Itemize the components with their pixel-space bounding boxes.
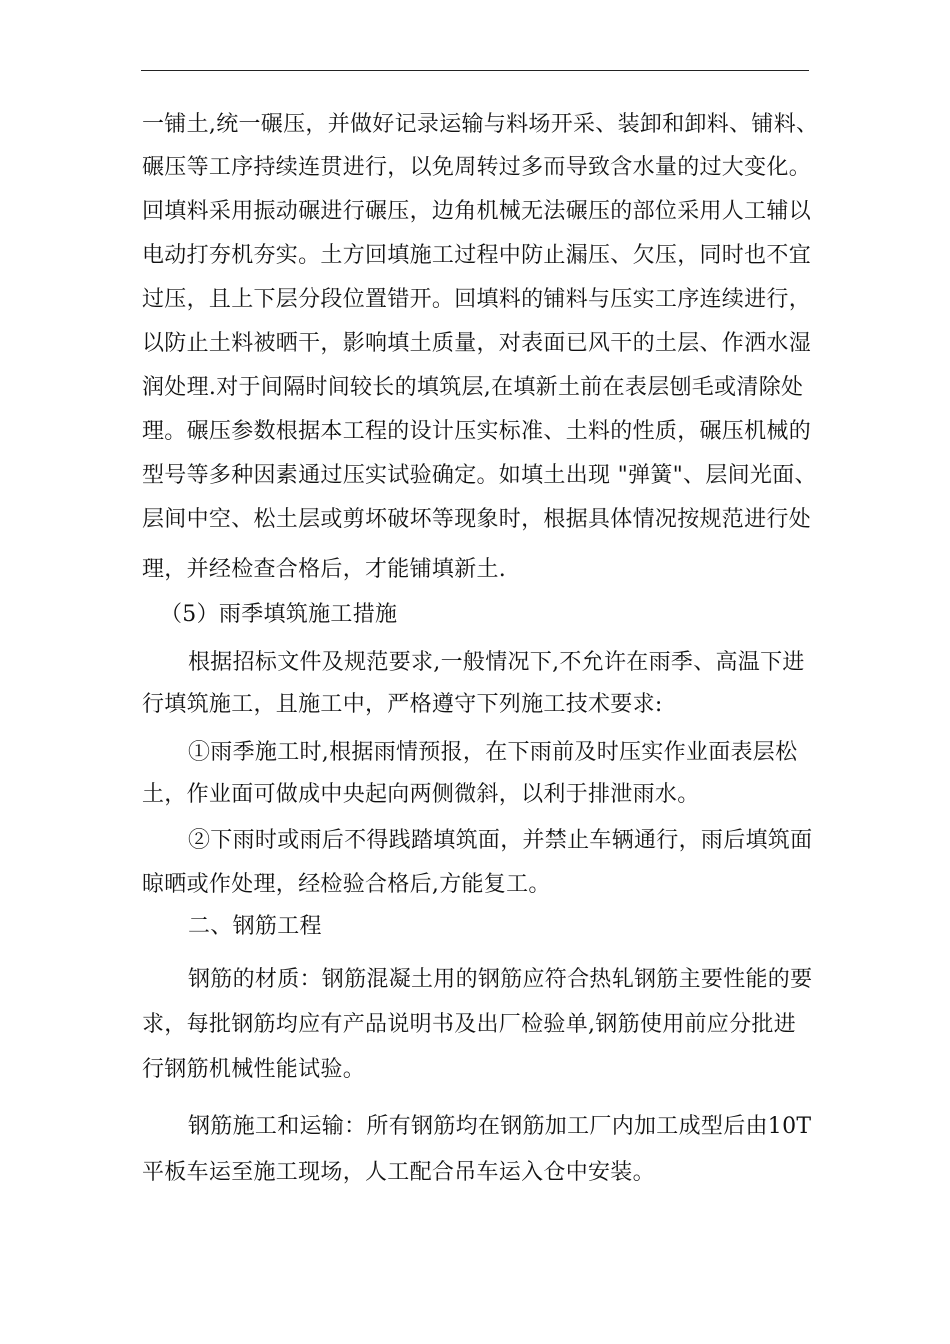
- text-line: 平板车运至施工现场，人工配合吊车运入仓中安装。: [142, 1160, 655, 1185]
- text-line: 以防止土料被晒干，影响填土质量，对表面已风干的土层、作洒水湿: [142, 331, 812, 356]
- text-line: 润处理.对于间隔时间较长的填筑层,在填新土前在表层刨毛或清除处: [142, 375, 804, 400]
- text-line: 理，并经检查合格后，才能铺填新土.: [142, 557, 507, 582]
- text-line: 行填筑施工，且施工中，严格遵守下列施工技术要求:: [142, 692, 663, 717]
- text-line: 钢筋的材质：钢筋混凝土用的钢筋应符合热轧钢筋主要性能的要: [188, 967, 813, 992]
- text-line: 过压，且上下层分段位置错开。回填料的铺料与压实工序连续进行，: [142, 287, 812, 312]
- text-line: 层间中空、松土层或剪坏破坏等现象时，根据具体情况按规范进行处: [142, 507, 812, 532]
- text-line: 理。碾压参数根据本工程的设计压实标准、土料的性质，碾压机械的: [142, 419, 812, 444]
- chapter-heading: 二、钢筋工程: [188, 914, 322, 939]
- text-line: 钢筋施工和运输：所有钢筋均在钢筋加工厂内加工成型后由10T: [188, 1114, 812, 1139]
- text-line: 回填料采用振动碾进行碾压，边角机械无法碾压的部位采用人工辅以: [142, 199, 812, 224]
- text-line: 土，作业面可做成中央起向两侧微斜，以利于排泄雨水。: [142, 782, 700, 807]
- text-line: 根据招标文件及规范要求,一般情况下,不允许在雨季、高温下进: [188, 650, 805, 675]
- text-line: 碾压等工序持续连贯进行，以免周转过多而导致含水量的过大变化。: [142, 155, 812, 180]
- text-line: 电动打夯机夯实。土方回填施工过程中防止漏压、欠压，同时也不宜: [142, 243, 812, 268]
- page-header-rule: [141, 70, 809, 71]
- text-line: 行钢筋机械性能试验。: [142, 1057, 366, 1082]
- text-line: 一铺土,统一碾压，并做好记录运输与料场开采、装卸和卸料、铺料、: [142, 112, 819, 137]
- text-line: 晾晒或作处理，经检验合格后,方能复工。: [142, 872, 551, 897]
- section-heading: （5）雨季填筑施工措施: [160, 602, 398, 627]
- text-line: 求，每批钢筋均应有产品说明书及出厂检验单,钢筋使用前应分批进: [142, 1012, 796, 1037]
- text-line: 型号等多种因素通过压实试验确定。如填土出现 "弹簧"、层间光面、: [142, 463, 817, 488]
- text-line: ②下雨时或雨后不得践踏填筑面，并禁止车辆通行，雨后填筑面: [188, 828, 813, 853]
- text-line: ①雨季施工时,根据雨情预报，在下雨前及时压实作业面表层松: [188, 740, 798, 765]
